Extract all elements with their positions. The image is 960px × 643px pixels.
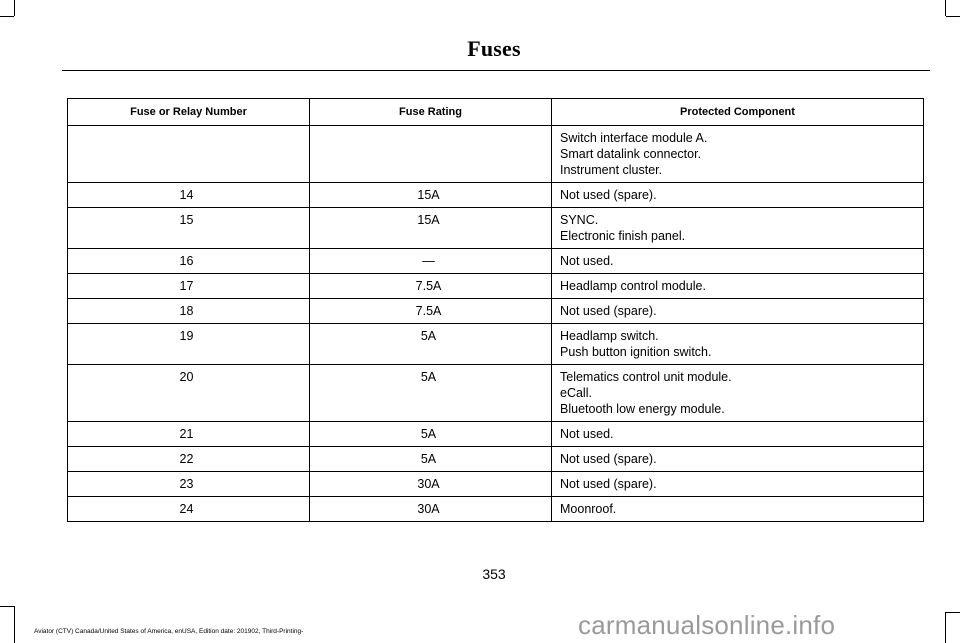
component-line: Smart datalink connector. <box>560 147 702 161</box>
watermark: carmanualsonline.info <box>578 610 836 640</box>
table-row <box>68 299 924 324</box>
crop-mark <box>0 606 14 607</box>
fuse-number-cell: 17 <box>68 274 310 299</box>
column-header-component: Protected Component <box>552 99 924 126</box>
fuse-number-cell: 22 <box>68 447 310 472</box>
protected-component-cell <box>552 183 924 208</box>
component-line: Push button ignition switch. <box>560 345 712 359</box>
fuse-number-cell <box>68 126 310 183</box>
page-number: 353 <box>482 566 506 582</box>
protected-component-cell <box>552 324 924 365</box>
protected-component-cell <box>552 422 924 447</box>
fuse-rating-cell: 7.5A <box>310 299 552 324</box>
fuse-number-cell: 18 <box>68 299 310 324</box>
page-title: Fuses <box>467 36 521 61</box>
fuse-number-cell: 20 <box>68 365 310 422</box>
fuse-rating-cell: 5A <box>310 422 552 447</box>
fuse-number-cell: 16 <box>68 249 310 274</box>
fuse-rating-cell: 7.5A <box>310 274 552 299</box>
component-line: Not used (spare). <box>560 452 657 466</box>
component-line: Not used (spare). <box>560 477 657 491</box>
table-row <box>68 208 924 249</box>
crop-mark <box>14 606 15 643</box>
protected-component-cell <box>552 497 924 522</box>
fuse-rating-cell: 30A <box>310 472 552 497</box>
component-line: SYNC. <box>560 213 599 227</box>
component-line: Not used. <box>560 254 614 268</box>
component-line: Moonroof. <box>560 502 617 516</box>
protected-component-cell <box>552 249 924 274</box>
protected-component-cell <box>552 365 924 422</box>
footer-edition-note: Aviator (CTV) Canada/United States of America, enUSA, Edition date: 201902, Third-Printing- <box>34 628 304 635</box>
table-row <box>68 422 924 447</box>
fuse-rating-cell <box>310 126 552 183</box>
protected-component-cell <box>552 299 924 324</box>
fuse-rating-cell: 5A <box>310 447 552 472</box>
fuse-rating-cell: 15A <box>310 183 552 208</box>
component-line: Not used (spare). <box>560 188 657 202</box>
protected-component-cell <box>552 126 924 183</box>
component-line: Switch interface module A. <box>560 131 708 145</box>
crop-mark <box>946 612 960 613</box>
table-row <box>68 183 924 208</box>
component-line: Headlamp control module. <box>560 279 706 293</box>
component-line: Instrument cluster. <box>560 163 663 177</box>
title-divider <box>62 70 930 71</box>
table-row <box>68 447 924 472</box>
protected-component-cell <box>552 208 924 249</box>
table-header-row <box>68 99 924 126</box>
fuse-rating-cell: 15A <box>310 208 552 249</box>
fuse-rating-cell: 5A <box>310 324 552 365</box>
table-row <box>68 249 924 274</box>
component-line: Not used. <box>560 427 614 441</box>
table-row <box>68 365 924 422</box>
fuse-rating-cell: 30A <box>310 497 552 522</box>
crop-mark <box>945 0 946 16</box>
table-row <box>68 274 924 299</box>
fuse-number-cell: 23 <box>68 472 310 497</box>
fuse-number-cell: 15 <box>68 208 310 249</box>
component-line: Bluetooth low energy module. <box>560 402 725 416</box>
column-header-number: Fuse or Relay Number <box>68 99 310 126</box>
fuse-number-cell: 21 <box>68 422 310 447</box>
table-row <box>68 472 924 497</box>
column-header-rating: Fuse Rating <box>310 99 552 126</box>
component-line: Electronic finish panel. <box>560 229 686 243</box>
component-line: Telematics control unit module. <box>560 370 732 384</box>
protected-component-cell <box>552 274 924 299</box>
protected-component-cell <box>552 472 924 497</box>
crop-mark <box>946 16 960 17</box>
fuse-table <box>67 98 924 522</box>
fuse-table-body <box>68 126 924 522</box>
crop-mark <box>14 0 15 16</box>
crop-mark <box>945 612 946 643</box>
fuse-rating-cell: — <box>310 249 552 274</box>
component-line: Not used (spare). <box>560 304 657 318</box>
fuse-rating-cell: 5A <box>310 365 552 422</box>
protected-component-cell <box>552 447 924 472</box>
crop-mark <box>0 16 14 17</box>
table-row <box>68 497 924 522</box>
fuse-number-cell: 14 <box>68 183 310 208</box>
component-line: Headlamp switch. <box>560 329 659 343</box>
fuse-number-cell: 19 <box>68 324 310 365</box>
component-line: eCall. <box>560 386 592 400</box>
table-row <box>68 324 924 365</box>
table-row <box>68 126 924 183</box>
fuse-number-cell: 24 <box>68 497 310 522</box>
